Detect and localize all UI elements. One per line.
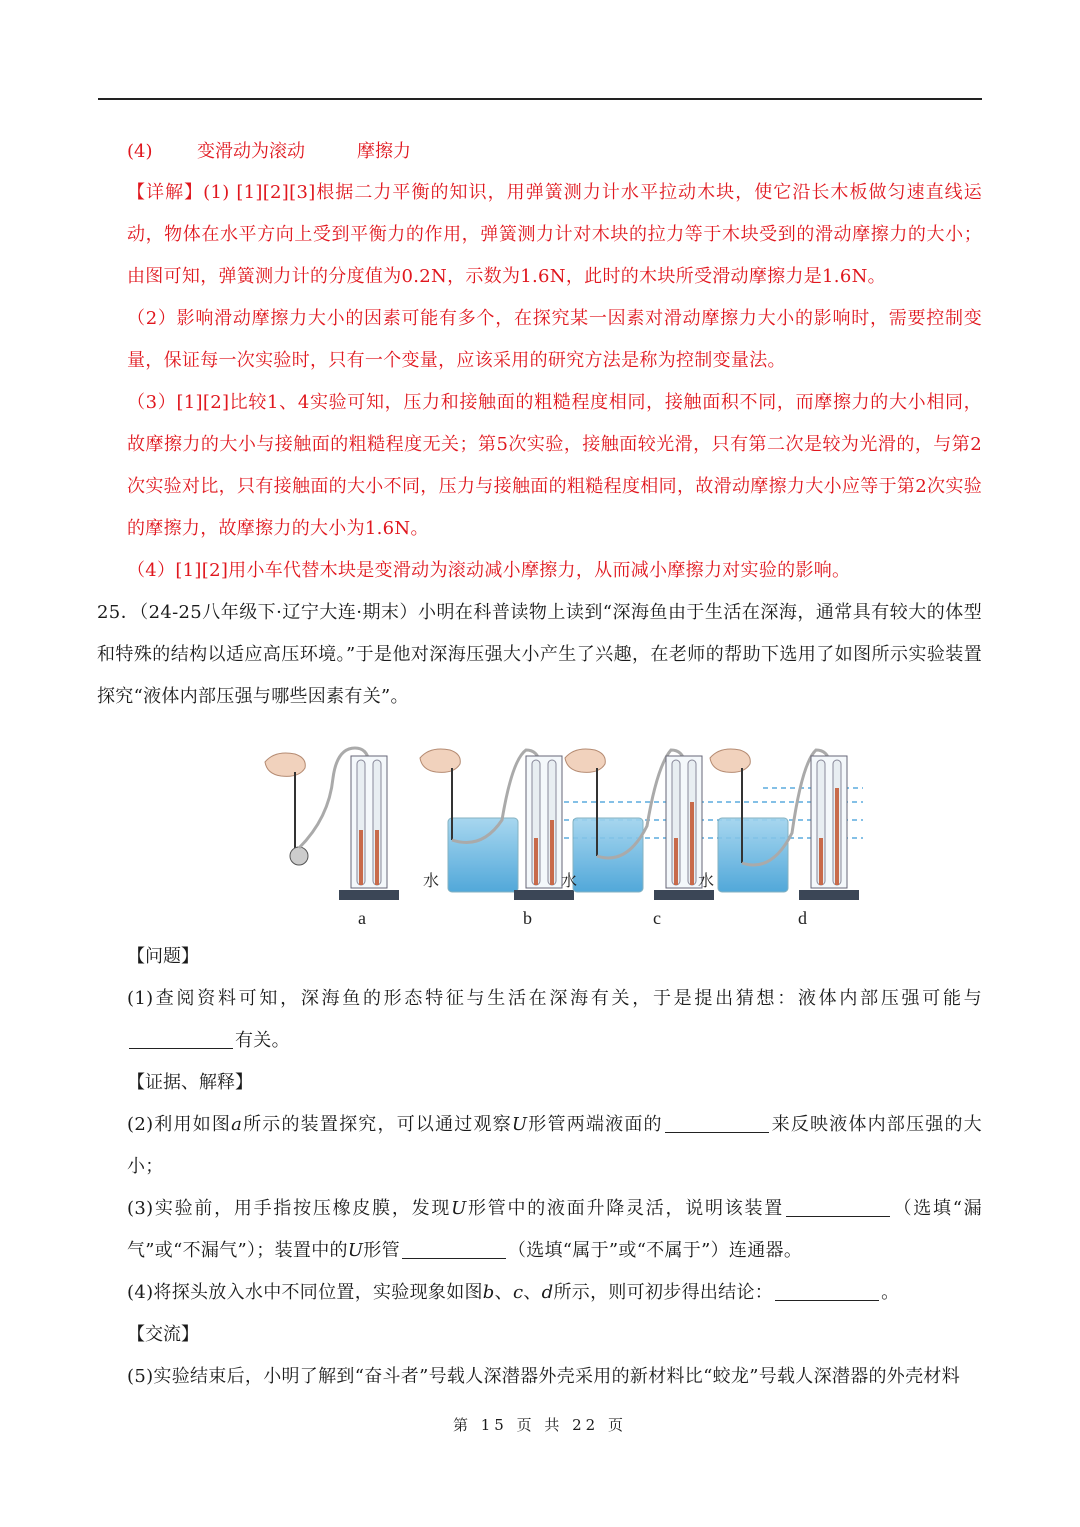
question-3-blank-2[interactable] (402, 1238, 506, 1259)
question-2-blank[interactable] (665, 1112, 769, 1133)
question-2 (127, 1104, 982, 1188)
water-label-c: 水 (561, 873, 578, 890)
question-1-tail: 有关。 (235, 1030, 290, 1051)
question-3-text: (3)实验前，用手指按压橡皮膜，发现 (127, 1198, 452, 1219)
question-4-sep-1: 、 (494, 1282, 513, 1303)
question-4-sep-2: 、 (523, 1282, 542, 1303)
question-1-blank[interactable] (129, 1028, 233, 1049)
experiment-figure (243, 738, 883, 928)
question-3-u: U (451, 1198, 467, 1219)
question-2-tail: 来反映液体内部压强的大小； (127, 1114, 982, 1177)
water-label-b: 水 (423, 873, 440, 890)
question-2-fig-ref: a (231, 1114, 243, 1135)
figure-label-a: a (358, 908, 366, 928)
section-exchange: 【交流】 (127, 1324, 199, 1345)
question-4-text-2: 所示，则可初步得出结论： (553, 1282, 774, 1303)
page-content (97, 132, 982, 1398)
question-4-blank[interactable] (775, 1280, 879, 1301)
page-footer: 第 15 页 共 22 页 (452, 1416, 627, 1434)
question-3-text-3: （选填“漏气”或“不漏气”）；装置中的 (127, 1198, 982, 1261)
question-3-text-2: 形管中的液面升降灵活，说明该装置 (466, 1198, 785, 1219)
question-3-text-4: 形管 (363, 1240, 400, 1261)
detail-paragraph-3: （3）[1][2]比较1、4实验可知，压力和接触面的粗糙程度相同，接触面积不同，而摩擦力的大小相同，故摩擦力的大小与接触面的粗糙程度无关；第5次实验，接触面较光滑，只有第二次是较为光滑的，与第2次实验对比，只有接触面的大小不同，压力与接触面的粗糙程度相同，故滑动摩擦力大小应等于第2次实验的摩擦力，故摩擦力的大小为1.6N。 (127, 392, 982, 539)
section-problem: 【问题】 (127, 946, 199, 967)
detail-paragraph-1: 【详解】(1) [1][2][3]根据二力平衡的知识，用弹簧测力计水平拉动木块，使它沿长木板做匀速直线运动，物体在水平方向上受到平衡力的作用，弹簧测力计对木块的拉力等于木块受到的滑动摩擦力的大小；由图可知，弹簧测力计的分度值为0.2N，示数为1.6N，此时的木块所受滑动摩擦力是1.6N。 (127, 182, 982, 287)
answer-4-number: (4) (127, 141, 153, 162)
figure-label-b: b (523, 908, 532, 928)
section-evidence: 【证据、解释】 (127, 1072, 253, 1093)
question-25-stem: 25．（24-25八年级下·辽宁大连·期末）小明在科普读物上读到“深海鱼由于生活在深海，通常具有较大的体型和特殊的结构以适应高压环境。”于是他对深海压强大小产生了兴趣，在老师的帮助下选用了如图所示实验装置探究“液体内部压强与哪些因素有关”。 (97, 602, 982, 707)
question-4-tail: 。 (881, 1282, 900, 1303)
question-5: (5)实验结束后，小明了解到“奋斗者”号载人深潜器外壳采用的新材料比“蛟龙”号载人深潜器的外壳材料 (127, 1366, 961, 1387)
detail-paragraph-4: （4）[1][2]用小车代替木块是变滑动为滚动减小摩擦力，从而减小摩擦力对实验的影响。 (127, 560, 851, 581)
detail-paragraph-2: （2）影响滑动摩擦力大小的因素可能有多个，在探究某一因素对滑动摩擦力大小的影响时，需要控制变量，保证每一次实验时，只有一个变量，应该采用的研究方法是称为控制变量法。 (127, 308, 982, 371)
figure-label-c: c (653, 908, 661, 928)
question-4-fig-b: b (482, 1282, 495, 1303)
question-2-text: (2)利用如图 (127, 1114, 232, 1135)
question-3-blank-1[interactable] (786, 1196, 890, 1217)
water-label-d: 水 (698, 873, 715, 890)
answer-4-row (127, 132, 982, 172)
question-4-fig-d: d (541, 1282, 554, 1303)
question-4 (127, 1272, 982, 1314)
question-1 (127, 978, 982, 1062)
header-rule (98, 98, 982, 100)
question-1-text: (1)查阅资料可知，深海鱼的形态特征与生活在深海有关，于是提出猜想：液体内部压强可能与 (127, 988, 982, 1009)
question-2-text-3: 形管两端液面的 (527, 1114, 663, 1135)
question-2-u: U (511, 1114, 528, 1135)
figure-label-d: d (798, 908, 807, 928)
question-4-text: (4)将探头放入水中不同位置，实验现象如图 (127, 1282, 483, 1303)
answer-4-blank-1: 变滑动为滚动 (197, 141, 305, 162)
question-3-tail: （选填“属于”或“不属于”）连通器。 (507, 1240, 803, 1261)
question-3 (127, 1188, 982, 1272)
answer-4-blank-2: 摩擦力 (357, 141, 411, 162)
question-2-text-2: 所示的装置探究，可以通过观察 (242, 1114, 512, 1135)
question-3-u-2: U (347, 1240, 364, 1261)
question-4-fig-c: c (512, 1282, 524, 1303)
u-tube-apparatus-illustration (243, 738, 883, 928)
